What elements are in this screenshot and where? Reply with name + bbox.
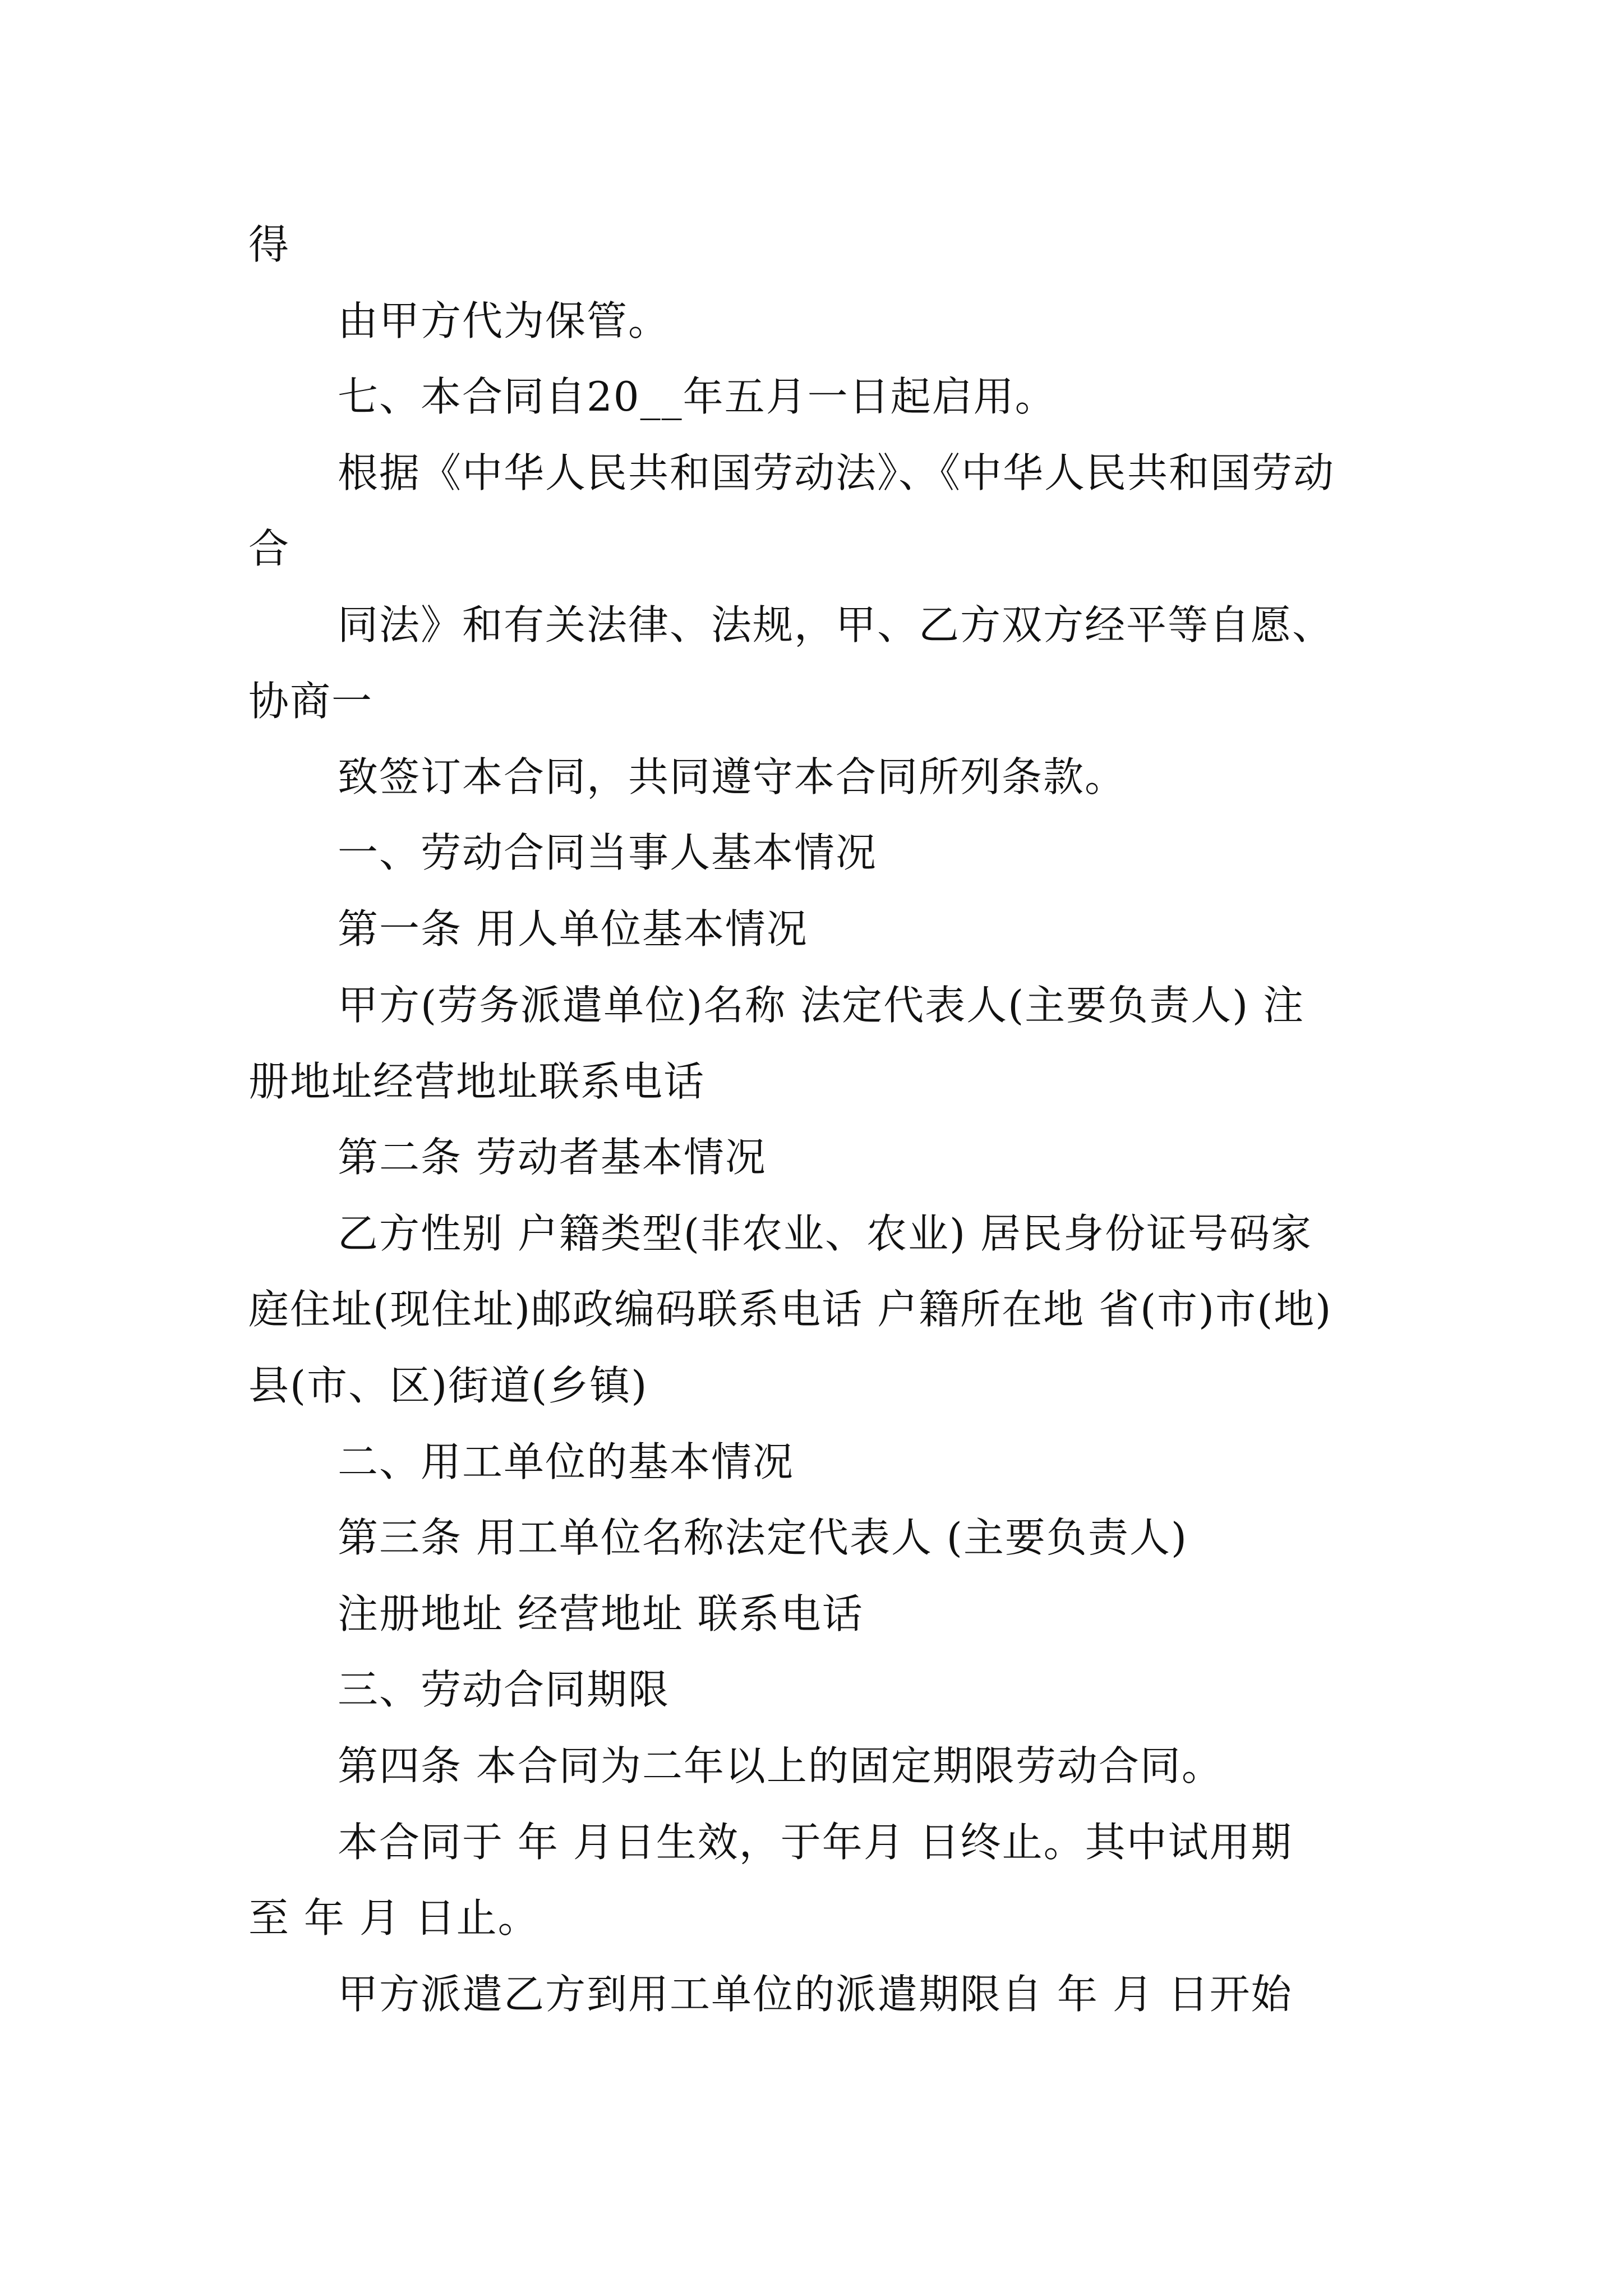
text-line: 由甲方代为保管。 bbox=[338, 297, 670, 344]
article-heading: 第一条 用人单位基本情况 bbox=[338, 905, 808, 953]
article-heading: 第二条 劳动者基本情况 bbox=[338, 1134, 767, 1181]
text-line: 合 bbox=[248, 525, 291, 572]
section-heading: 一、劳动合同当事人基本情况 bbox=[338, 829, 878, 876]
section-heading: 二、用工单位的基本情况 bbox=[338, 1438, 795, 1485]
text-line: 根据《中华人民共和国劳动法》、《中华人民共和国劳动 bbox=[338, 449, 1335, 496]
text-line: 甲方派遣乙方到用工单位的派遣期限自 年 月 日开始 bbox=[338, 1971, 1293, 2018]
text-line: 乙方性别 户籍类型(非农业、农业) 居民身份证号码家 bbox=[338, 1210, 1312, 1257]
text-line: 册地址经营地址联系电话 bbox=[248, 1058, 706, 1105]
text-line: 注册地址 经营地址 联系电话 bbox=[338, 1590, 864, 1637]
text-line: 得 bbox=[248, 221, 291, 268]
text-line: 致签订本合同，共同遵守本合同所列条款。 bbox=[338, 753, 1127, 800]
article-heading: 第三条 用工单位名称法定代表人 (主要负责人) bbox=[338, 1514, 1188, 1561]
section-heading: 三、劳动合同期限 bbox=[338, 1666, 670, 1713]
text-line: 协商一 bbox=[248, 678, 374, 725]
article-heading: 第四条 本合同为二年以上的固定期限劳动合同。 bbox=[338, 1742, 1223, 1789]
text-line: 同法》和有关法律、法规，甲、乙方双方经平等自愿、 bbox=[338, 601, 1334, 648]
text-line: 甲方(劳务派遣单位)名称 法定代表人(主要负责人) 注 bbox=[338, 982, 1305, 1029]
text-line: 本合同于 年 月日生效，于年月 日终止。其中试用期 bbox=[338, 1819, 1293, 1866]
text-line: 庭住址(现住址)邮政编码联系电话 户籍所在地 省(市)市(地) bbox=[248, 1286, 1332, 1333]
text-line: 至 年 月 日止。 bbox=[248, 1894, 540, 1941]
text-line: 县(市、区)街道(乡镇) bbox=[248, 1362, 648, 1409]
text-line: 七、本合同自20__年五月一日起启用。 bbox=[338, 373, 1057, 420]
